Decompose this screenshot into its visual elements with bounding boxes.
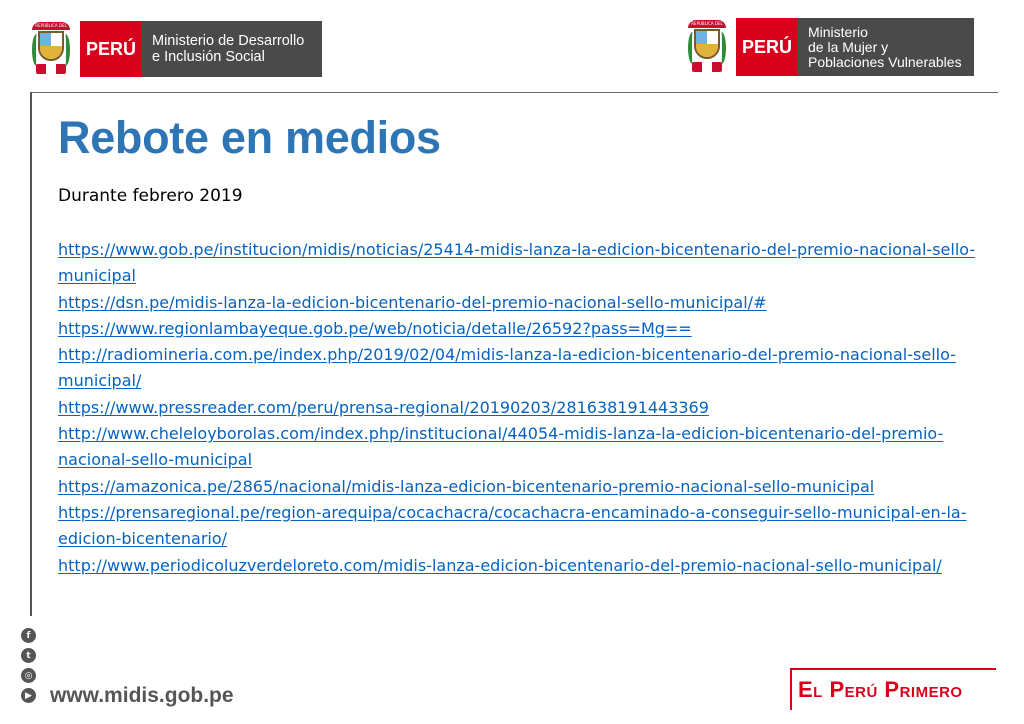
ministry-name-box (798, 18, 974, 76)
ministry-name-line: Ministerio (808, 23, 868, 40)
list-item (58, 553, 998, 579)
midis-logo (30, 20, 322, 78)
list-item (58, 500, 998, 553)
social-icons (21, 628, 36, 703)
media-link[interactable]: https://amazonica.pe/2865/nacional/midis-lanza-edicion-bicentenario-premio-nacional-sello-municipal (58, 476, 875, 496)
page-title: Rebote en medios (58, 112, 441, 163)
frame-left-divider (30, 92, 32, 616)
website-url: www.midis.gob.pe (50, 684, 234, 707)
slogan-logo (790, 668, 996, 710)
media-link[interactable]: http://radiomineria.com.pe/index.php/2019/02/04/midis-lanza-la-edicion-bicentenario-del-premio-nacional-sello-municipal/ (58, 345, 956, 391)
mimp-logo (686, 17, 974, 77)
list-item (58, 316, 998, 342)
twitter-icon: t (21, 648, 36, 663)
peru-brand-box: PERÚ (736, 18, 798, 76)
media-link[interactable]: http://www.cheleloyborolas.com/index.php/institucional/44054-midis-lanza-la-edicion-bicentenario-del-premio-nacional-sello-municipal (58, 424, 944, 470)
peru-brand-box: PERÚ (80, 21, 142, 77)
slogan-text: El Perú Primero (798, 677, 963, 702)
coat-of-arms-icon (30, 22, 72, 76)
instagram-icon: ◎ (21, 668, 36, 683)
ministry-name-box (142, 21, 322, 77)
ministry-name-line: Poblaciones Vulnerables (808, 53, 962, 70)
media-link[interactable]: https://www.gob.pe/institucion/midis/noticias/25414-midis-lanza-la-edicion-bicentenario-del-premio-nacional-sello-municipal (58, 240, 976, 286)
media-links-list (58, 237, 998, 579)
media-link[interactable]: https://prensaregional.pe/region-arequipa/cocachacra/cocachacra-encaminado-a-conseguir-sello-municipal-en-la-edicion-bicentenario/ (58, 502, 967, 549)
ministry-name-line: de la Mujer y (808, 38, 889, 55)
list-item (58, 237, 998, 290)
list-item (58, 342, 998, 395)
media-link[interactable]: https://www.pressreader.com/peru/prensa-regional/20190203/281638191443369 (58, 397, 709, 417)
facebook-icon: f (21, 628, 36, 643)
ministry-name-line: Ministerio de Desarrollo (152, 33, 305, 49)
shield-ribbon-text: REPÚBLICA DEL (688, 20, 726, 28)
list-item (58, 421, 998, 474)
frame-top-divider (32, 92, 998, 93)
shield-ribbon-text: REPÚBLICA DEL (32, 22, 70, 30)
media-link[interactable]: http://www.periodicoluzverdeloreto.com/midis-lanza-edicion-bicentenario-del-premio-nacional-sello-municipal/ (58, 555, 942, 575)
ministry-name-line: e Inclusión Social (152, 49, 265, 65)
list-item (58, 290, 998, 316)
coat-of-arms-icon (686, 20, 728, 74)
list-item (58, 474, 998, 500)
page-subtitle: Durante febrero 2019 (58, 186, 243, 206)
youtube-icon: ▶ (21, 688, 36, 703)
media-link[interactable]: https://dsn.pe/midis-lanza-la-edicion-bicentenario-del-premio-nacional-sello-municipal/# (58, 292, 767, 312)
media-link[interactable]: https://www.regionlambayeque.gob.pe/web/noticia/detalle/26592?pass=Mg== (58, 318, 692, 338)
list-item (58, 395, 998, 421)
